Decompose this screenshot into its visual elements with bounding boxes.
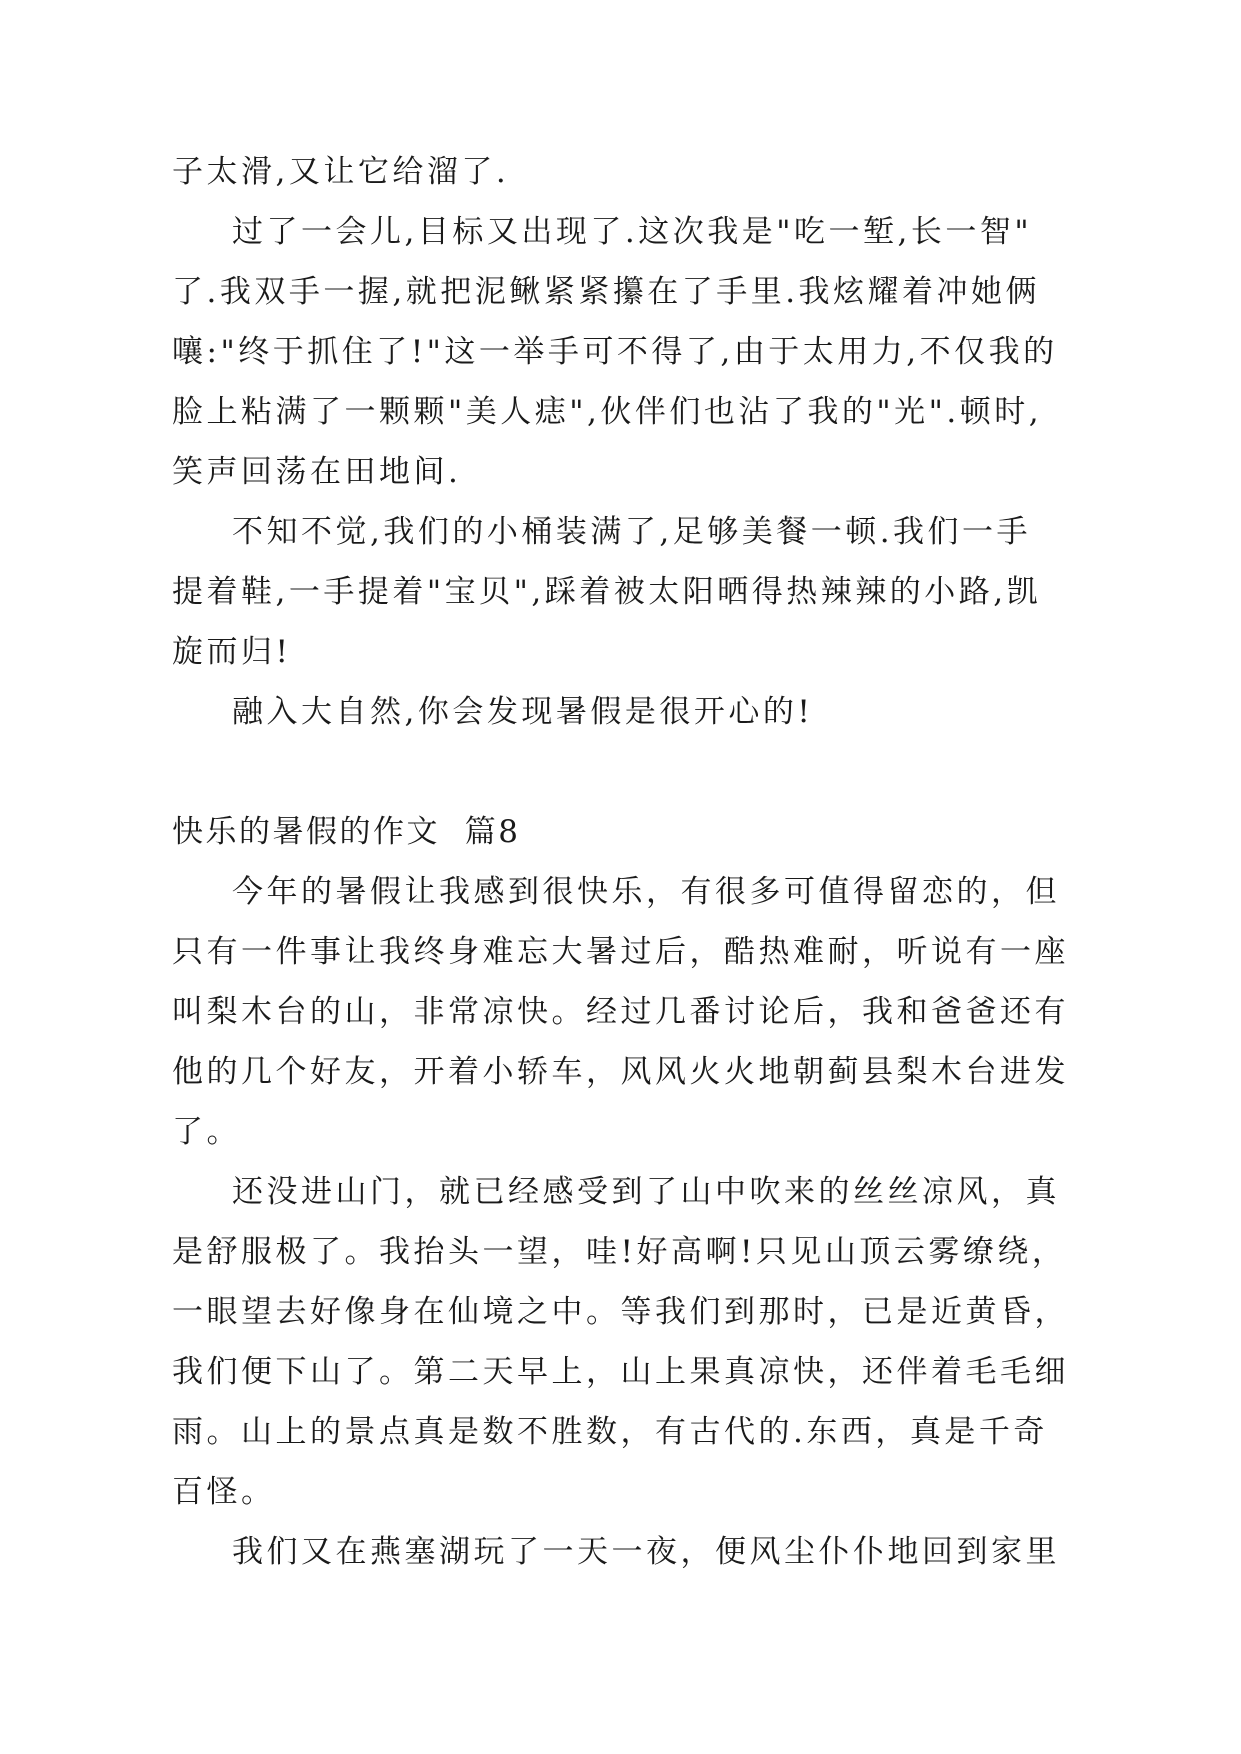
text-line: 嚷:"终于抓住了!"这一举手可不得了,由于太用力,不仅我的 [172, 334, 1058, 370]
paragraph-first-line: 过了一会儿,目标又出现了.这次我是"吃一堑,长一智" [232, 214, 1033, 250]
paragraph-first-line: 还没进山门，就已经感受到了山中吹来的丝丝凉风，真 [232, 1174, 1060, 1210]
text-line: 旋而归! [172, 634, 292, 670]
text-line: 叫梨木台的山，非常凉快。经过几番讨论后，我和爸爸还有 [172, 994, 1069, 1030]
text-line: 笑声回荡在田地间. [172, 454, 462, 490]
text-line: 只有一件事让我终身难忘大暑过后，酷热难耐，听说有一座 [172, 934, 1069, 970]
text-line: 子太滑,又让它给溜了. [172, 154, 510, 190]
text-line: 雨。山上的景点真是数不胜数，有古代的.东西，真是千奇 [172, 1414, 1048, 1450]
text-line: 脸上粘满了一颗颗"美人痣",伙伴们也沾了我的"光".顿时, [172, 394, 1043, 430]
paragraph-first-line: 不知不觉,我们的小桶装满了,足够美餐一顿.我们一手 [232, 514, 1032, 550]
text-line: 我们便下山了。第二天早上，山上果真凉快，还伴着毛毛细 [172, 1354, 1069, 1390]
text-line: 一眼望去好像身在仙境之中。等我们到那时，已是近黄昏， [172, 1294, 1069, 1330]
text-line: 他的几个好友，开着小轿车，风风火火地朝蓟县梨木台进发 [172, 1054, 1069, 1090]
text-line: 提着鞋,一手提着"宝贝",踩着被太阳晒得热辣辣的小路,凯 [172, 574, 1042, 610]
paragraph-first-line: 融入大自然,你会发现暑假是很开心的! [232, 694, 814, 730]
section-heading: 快乐的暑假的作文 篇8 [172, 814, 521, 850]
text-line: 是舒服极了。我抬头一望，哇!好高啊!只见山顶云雾缭绕， [172, 1234, 1067, 1270]
text-line: 百怪。 [172, 1474, 276, 1510]
paragraph-first-line: 我们又在燕塞湖玩了一天一夜，便风尘仆仆地回到家里 [232, 1534, 1060, 1570]
text-line: 了。 [172, 1114, 241, 1150]
text-line: 了.我双手一握,就把泥鳅紧紧攥在了手里.我炫耀着冲她俩 [172, 274, 1041, 310]
paragraph-first-line: 今年的暑假让我感到很快乐，有很多可值得留恋的，但 [232, 874, 1060, 910]
